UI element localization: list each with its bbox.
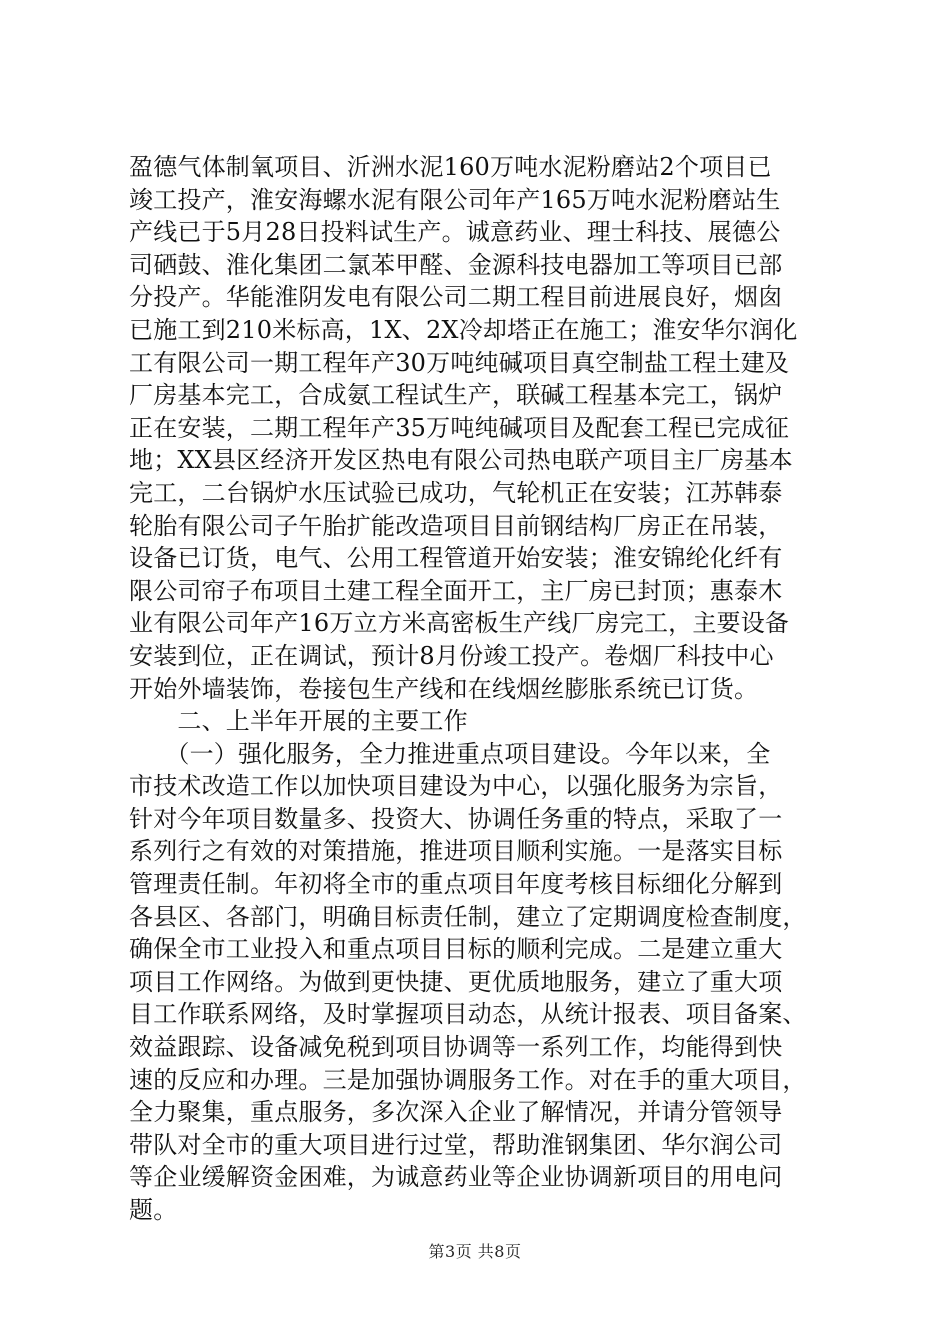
text-line: 正在安装，二期工程年产35万吨纯碱项目及配套工程已完成征 [129, 413, 790, 442]
text-line: 效益跟踪、设备减免税到项目协调等一系列工作，均能得到快 [129, 1033, 783, 1062]
text-line: 题。 [129, 1196, 178, 1224]
text-line: 业有限公司年产16万立方米高密板生产线厂房完工，主要设备 [129, 609, 790, 638]
text-line: 设备已订货，电气、公用工程管道开始安装；淮安锦纶化纤有 [129, 544, 783, 573]
text-line: 工有限公司一期工程年产30万吨纯碱项目真空制盐工程土建及 [129, 348, 790, 377]
page-footer: 第3页 共8页 [428, 1242, 522, 1261]
text-line: 限公司帘子布项目土建工程全面开工，主厂房已封顶；惠泰木 [129, 576, 783, 605]
text-line: 针对今年项目数量多、投资大、协调任务重的特点，采取了一 [129, 804, 783, 833]
text-line: 管理责任制。年初将全市的重点项目年度考核目标细化分解到 [129, 870, 783, 899]
text-line: 地；XX县区经济开发区热电有限公司热电联产项目主厂房基本 [129, 446, 793, 475]
text-line: 开始外墙装饰，卷接包生产线和在线烟丝膨胀系统已订货。 [129, 674, 759, 703]
text-line: 产线已于5月28日投料试生产。诚意药业、理士科技、展德公 [129, 218, 781, 247]
text-line: （一）强化服务，全力推进重点项目建设。今年以来，全 [129, 739, 771, 768]
text-line: 市技术改造工作以加快项目建设为中心，以强化服务为宗旨， [129, 772, 783, 801]
section-heading: 二、上半年开展的主要工作 [129, 707, 468, 736]
text-line: 各县区、各部门，明确目标责任制，建立了定期调度检查制度， [129, 902, 807, 931]
body-text [129, 151, 829, 1227]
text-line: 竣工投产，淮安海螺水泥有限公司年产165万吨水泥粉磨站生 [129, 185, 781, 214]
text-line: 速的反应和办理。三是加强协调服务工作。对在手的重大项目， [129, 1065, 807, 1094]
text-line: 盈德气体制氧项目、沂洲水泥160万吨水泥粉磨站2个项目已 [129, 153, 772, 181]
text-line: 已施工到210米标高，1X、2X冷却塔正在施工；淮安华尔润化 [129, 315, 798, 344]
text-line: 完工，二台锅炉水压试验已成功，气轮机正在安装；江苏韩泰 [129, 478, 783, 507]
text-line: 厂房基本完工，合成氨工程试生产，联碱工程基本完工，锅炉 [129, 381, 783, 410]
text-line: 轮胎有限公司子午胎扩能改造项目目前钢结构厂房正在吊装， [129, 511, 783, 540]
text-line: 等企业缓解资金困难，为诚意药业等企业协调新项目的用电问 [129, 1163, 783, 1192]
text-line: 目工作联系网络，及时掌握项目动态，从统计报表、项目备案、 [129, 1000, 807, 1029]
text-line: 带队对全市的重大项目进行过堂，帮助淮钢集团、华尔润公司 [129, 1130, 783, 1159]
text-line: 安装到位，正在调试，预计8月份竣工投产。卷烟厂科技中心 [129, 641, 774, 670]
text-line: 全力聚集，重点服务，多次深入企业了解情况，并请分管领导 [129, 1098, 783, 1127]
text-line: 确保全市工业投入和重点项目目标的顺利完成。二是建立重大 [129, 935, 783, 964]
text-line: 系列行之有效的对策措施，推进项目顺利实施。一是落实目标 [129, 837, 783, 866]
text-line: 司硒鼓、淮化集团二氯苯甲醛、金源科技电器加工等项目已部 [129, 250, 783, 279]
text-line: 项目工作网络。为做到更快捷、更优质地服务，建立了重大项 [129, 967, 783, 996]
text-line: 分投产。华能淮阴发电有限公司二期工程目前进展良好，烟囱 [129, 283, 783, 312]
